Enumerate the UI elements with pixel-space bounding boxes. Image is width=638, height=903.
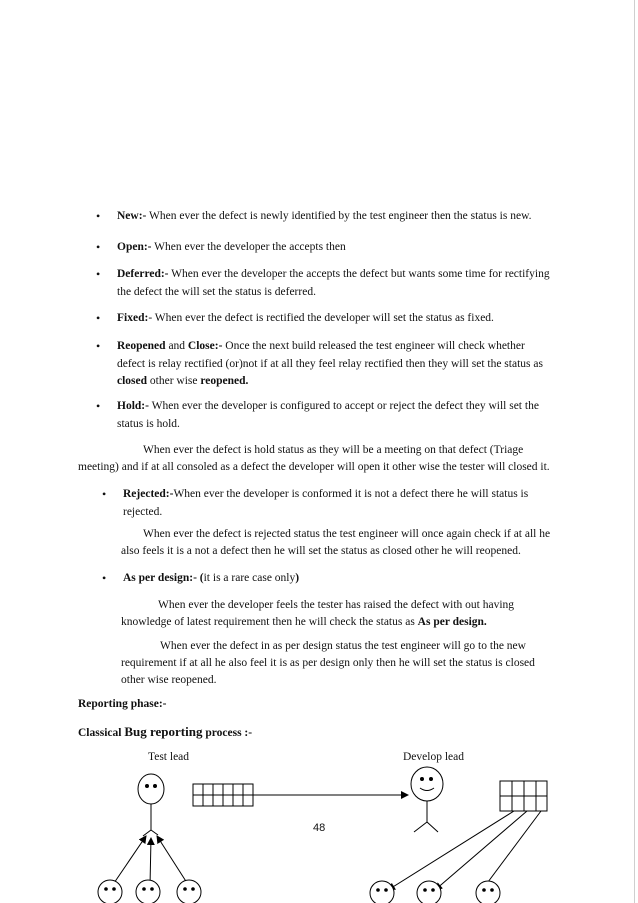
design-para1-line2: [121, 614, 581, 632]
term-reopened-end: reopened.: [200, 375, 249, 387]
term-closed: closed: [117, 375, 148, 387]
bullet-dot: •: [96, 339, 101, 353]
bullet-reopened-line1: Once the next build released the test engineer will check whether: [222, 340, 525, 352]
design-para1-line1: When ever the developer feels the tester has raised the defect with out having: [158, 599, 515, 611]
bullet-new-text: When ever the defect is newly identified by the test engineer then the status is new.: [146, 210, 532, 222]
reporting-phase-heading: Reporting phase:-: [78, 698, 167, 710]
design-para2-line2: requirement if at all he also feel it is as per design only then he will set the status is closed: [121, 657, 535, 669]
hold-para-line2: meeting) and if at all consoled as a defect the developer will open it other wise the tester will closed it.: [78, 461, 550, 473]
hold-para-line1: When ever the defect is hold status as they will be a meeting on that defect (Triage: [143, 444, 524, 456]
bullet-rejected-line1: When ever the developer is conformed it is not a defect there he will status is: [173, 488, 529, 500]
developer-2-figure: [417, 881, 441, 903]
dev-arrow-2: [435, 811, 527, 890]
term-close: Close:-: [187, 340, 223, 352]
bullet-dot: •: [96, 311, 101, 325]
bullet-reopened-line2: defect is relay rectified (or)not if at all they feel relay rectified then they will set the status as: [117, 357, 543, 370]
tester-arrow-1: [112, 836, 146, 886]
tester-3-figure: [177, 880, 201, 903]
bullet-hold-line2: status is hold.: [117, 417, 180, 430]
term-as-per-design: As per design:- (: [123, 572, 204, 584]
page-number: 48: [313, 822, 326, 834]
term-open: Open:-: [117, 241, 152, 253]
bullet-fixed-text: - When ever the defect is rectified the developer will set the status as fixed.: [148, 312, 494, 324]
paren-close: ): [295, 572, 300, 584]
and-text: and: [165, 340, 188, 352]
bullet-deferred-line1: When ever the developer the accepts the defect but wants some time for rectifying: [168, 268, 550, 280]
dev-arrow-1: [388, 811, 514, 890]
defect-report-grid-dev: [500, 781, 547, 811]
design-para2-line1: When ever the defect in as per design status the test engineer will go to the new: [160, 640, 526, 652]
tester-arrow-2: [150, 838, 151, 886]
develop-lead-label: Develop lead: [403, 751, 464, 763]
bullet-dot: •: [102, 487, 107, 501]
term-rejected: Rejected:-: [123, 488, 174, 500]
dev-arrow-3: [482, 811, 541, 890]
as-per-design-note: it is a rare case only: [203, 572, 296, 584]
tester-2-figure: [136, 880, 160, 903]
rejected-para-line1: When ever the defect is rejected status the test engineer will once again check if at all he: [143, 528, 551, 540]
rejected-para-line2: also feels it is a not a defect then he will set the status as closed other he will reopened.: [121, 545, 521, 557]
term-as-per-design-end: As per design.: [417, 616, 487, 628]
bullet-dot: •: [96, 267, 101, 281]
classical-part2: Bug reporting: [124, 724, 203, 739]
developer-3-figure: [476, 881, 500, 903]
bullet-dot: •: [96, 209, 101, 223]
bullet-deferred-line2: the defect the will set the status is deferred.: [117, 285, 316, 298]
developer-1-figure: [370, 881, 394, 903]
bullet-rejected-line2: rejected.: [123, 505, 163, 518]
tester-1-figure: [98, 880, 122, 903]
term-deferred: Deferred:-: [117, 268, 169, 280]
term-new: New:-: [117, 210, 147, 222]
test-lead-figure: [138, 774, 164, 836]
bullet-open-text: When ever the developer the accepts then: [151, 241, 346, 253]
term-reopened: Reopened: [117, 340, 166, 352]
bullet-dot: •: [96, 399, 101, 413]
design-para2-line3: other wise reopened.: [121, 674, 217, 686]
bullet-hold-line1: When ever the developer is configured to accept or reject the defect they will set the: [148, 400, 539, 412]
bullet-dot: •: [102, 571, 107, 585]
develop-lead-figure: [411, 767, 443, 832]
bullet-dot: •: [96, 240, 101, 254]
defect-report-grid-test: [193, 784, 253, 806]
tester-arrow-3: [157, 836, 189, 886]
term-fixed: Fixed:: [117, 312, 149, 324]
bullet-reopened-line3: other wise: [147, 375, 201, 387]
design-para1-text: knowledge of latest requirement then he will check the status as: [121, 616, 418, 628]
classical-bug-heading: [78, 724, 252, 740]
term-hold: Hold:-: [117, 400, 149, 412]
classical-part3: process :-: [202, 727, 253, 739]
classical-part1: Classical: [78, 727, 125, 739]
test-lead-label: Test lead: [148, 751, 190, 763]
